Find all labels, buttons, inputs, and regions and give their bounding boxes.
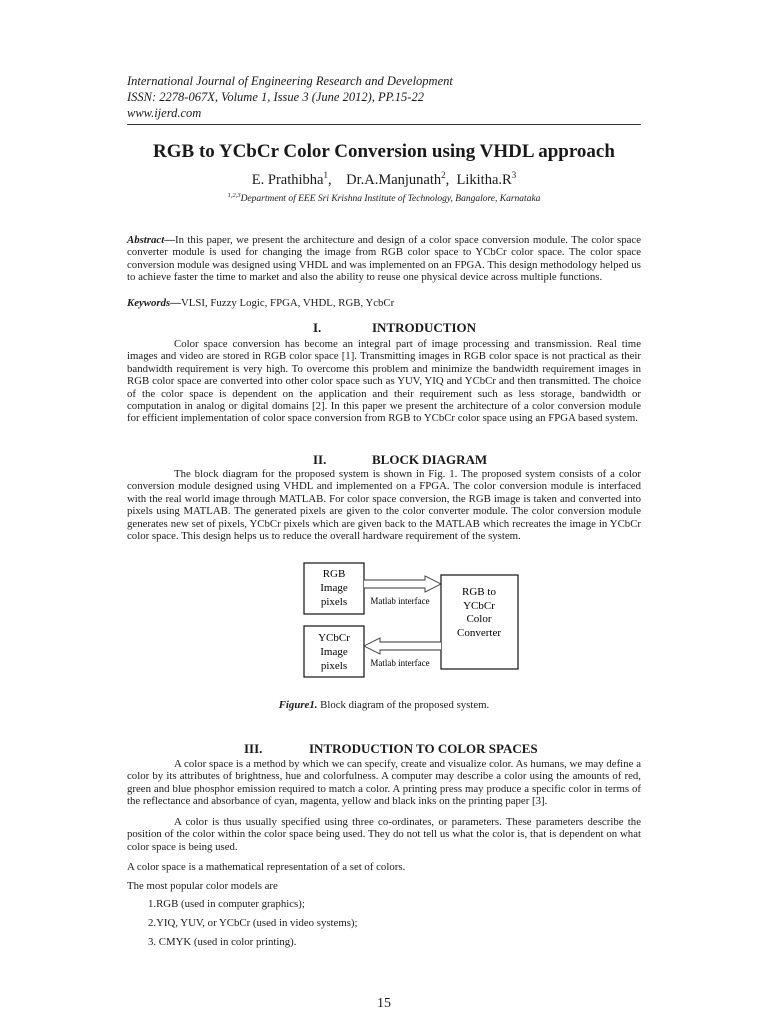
section-3-paragraph-3: A color space is a mathematical representation of a set of colors. [127, 861, 406, 873]
ycbcr-box-line-1: YCbCr [318, 632, 350, 644]
section-2-paragraph: The block diagram for the proposed system is shown in Fig. 1. The proposed system consists of a color conversion module designed using VHDL and implemented on a FPGA. The color conversion module is interfaced with the real world image through MATLAB. For color space conversion, the RGB image is taken and converted into pixels using MATLAB. The generated pixels are given to the color converter module. The color conversion module generates new set of pixels, YCbCr pixels which are given back to the MATLAB which recreates the image in YCbCr color space. This design helps us to reduce the overall hardware requirement of the system. [127, 468, 641, 543]
rgb-box-line-1: RGB [322, 568, 346, 580]
author-2: Dr.A.Manjunath$^2$, [346, 170, 450, 188]
section-2-title: BLOCK DIAGRAM [372, 452, 488, 467]
paper-title: RGB to YCbCr Color Conversion using VHDL approach [153, 141, 615, 162]
section-2-number: II. [313, 452, 327, 467]
author-line [0, 170, 768, 189]
author-3: $Likitha.R^3$ [456, 170, 517, 188]
header-rule [127, 124, 641, 125]
converter-line-2: YCbCr [463, 600, 495, 612]
section-3-paragraph-1: A color space is a method by which we can specify, create and visualize color. As humans, we may define a color by its attributes of brightness, hue and colorfulness. A computer may describe a color using the amounts of red, green and blue phosphor emission required to match a color. A printing press may produce a specific color in terms of the reflectance and absorbance of cyan, magenta, yellow and black inks on the printing paper [3]. [127, 758, 641, 808]
author-1: E. Prathibha$^1$, [251, 170, 332, 188]
rgb-box-line-2: Image [320, 582, 348, 594]
list-item: 3. CMYK (used in color printing). [148, 936, 297, 948]
affiliation: $^{1,2,3}$Department of EEE Sri Krishna Institute of Technology, Bangalore, Karnataka [227, 192, 541, 205]
section-1-number: I. [313, 320, 322, 335]
issn-line: ISSN: 2278-067X, Volume 1, Issue 3 (June 2012), PP.15-22 [127, 90, 424, 104]
section-1-paragraph: Color space conversion has become an integral part of image processing and transmission. Real time images and video are stored in RGB color space [1]. Transmitting images in RGB color space is not practical as their bandwidth requirement is very high. To overcome this problem and minimize the bandwidth requirement images in RGB color space are converted into other color space such as YUV, YIQ and YCbCr and then transmitted. The choice of the color space is dependent on the application and their requirement such as less storage, bandwidth or computation in analog or digital domains [2]. In this paper we present the architecture of a color conversion module for efficient implementation of color space conversion from RGB to YCbCr color space using an FPGA based system. [127, 338, 641, 425]
ycbcr-box-line-2: Image [320, 646, 348, 658]
journal-name: International Journal of Engineering Research and Development [127, 74, 453, 88]
converter-line-4: Converter [457, 627, 501, 639]
journal-url: www.ijerd.com [127, 106, 202, 120]
section-3-title: INTRODUCTION TO COLOR SPACES [309, 741, 538, 756]
section-3-paragraph-4: The most popular color models are [127, 880, 278, 892]
abstract: Abstract—In this paper, we present the architecture and design of a color space conversion module. The color space converter module is used for changing the image from RGB color space to YCbCr color space. The color space conversion module was designed using VHDL and was implemented on an FPGA. This design methodology helped us to achieve faster the time to market and also the ability to reuse one physical device across multiple functions. [127, 234, 641, 284]
rgb-box-line-3: pixels [320, 596, 348, 608]
arrow-label-bottom: Matlab interface [370, 658, 430, 668]
converter-line-3: Color [466, 613, 492, 625]
ycbcr-box-line-3: pixels [320, 660, 348, 672]
block-diagram [295, 558, 525, 684]
section-1-title: INTRODUCTION [372, 320, 477, 335]
section-3-paragraph-2: A color is thus usually specified using three co-ordinates, or parameters. These parameters describe the position of the color within the color space being used. They do not tell us what the color is, that is dependent on what color space is being used. [127, 816, 641, 853]
arrow-to-ycbcr [364, 638, 441, 654]
keywords: Keywords—VLSI, Fuzzy Logic, FPGA, VHDL, RGB, YcbCr [127, 297, 395, 309]
page-number: 15 [377, 996, 391, 1011]
arrow-label-top: Matlab interface [370, 596, 430, 606]
section-3-number: III. [244, 741, 263, 756]
arrow-to-converter [364, 576, 441, 592]
figure-caption: Figure1. Block diagram of the proposed system. [278, 699, 490, 711]
converter-line-1: RGB to [462, 586, 496, 598]
list-item: 1.RGB (used in computer graphics); [148, 898, 305, 910]
list-item: 2.YIQ, YUV, or YCbCr (used in video systems); [148, 917, 358, 929]
